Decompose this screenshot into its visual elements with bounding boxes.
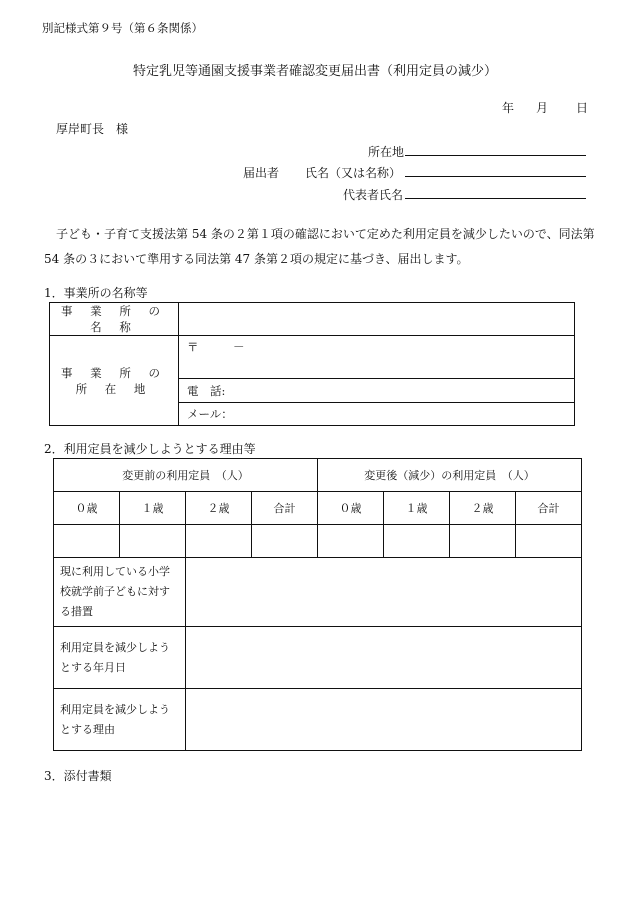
age-col-header: １歳 <box>384 492 450 525</box>
capacity-cell[interactable] <box>186 525 252 558</box>
body-paragraph: 子ども・子育て支援法第 54 条の２第１項の確認において定めた利用定員を減少したいので、同法第 54 条の３において準用する同法第 47 条第２項の規定に基づき、届出します。 <box>44 227 595 266</box>
facility-name-field[interactable] <box>179 303 575 336</box>
section3-heading: 3．添付書類 <box>44 769 112 783</box>
document-title: 特定乳児等通園支援事業者確認変更届出書（利用定員の減少） <box>132 64 497 79</box>
form-id: 別記様式第９号（第６条関係） <box>42 21 203 35</box>
section1-heading: 1．事業所の名称等 <box>44 286 148 300</box>
capacity-cell[interactable] <box>54 525 120 558</box>
email-label: メール： <box>187 407 233 421</box>
addressee: 厚岸町長 様 <box>56 122 129 136</box>
capacity-cell[interactable] <box>318 525 384 558</box>
address-field[interactable] <box>405 155 586 156</box>
capacity-cell[interactable] <box>516 525 582 558</box>
current-measures-field[interactable] <box>186 558 582 627</box>
age-col-header: １歳 <box>120 492 186 525</box>
reduction-date-label: 利用定員を減少しようとする年月日 <box>54 627 186 689</box>
age-col-header: ２歳 <box>186 492 252 525</box>
date-day-label: 日 <box>576 101 589 115</box>
capacity-before-header: 変更前の利用定員 （人） <box>54 459 318 492</box>
postal-label: 〒 － <box>187 340 245 354</box>
name-field[interactable] <box>405 176 586 177</box>
capacity-after-header: 変更後（減少）の利用定員 （人） <box>318 459 582 492</box>
age-col-header: ０歳 <box>318 492 384 525</box>
reduction-reason-label: 利用定員を減少しようとする理由 <box>54 689 186 751</box>
representative-field[interactable] <box>405 198 586 199</box>
facility-table <box>49 302 575 426</box>
total-col-header: 合計 <box>516 492 582 525</box>
total-col-header: 合計 <box>252 492 318 525</box>
capacity-cell[interactable] <box>120 525 186 558</box>
current-measures-label: 現に利用している小学校就学前子どもに対する措置 <box>54 558 186 627</box>
representative-label: 代表者氏名 <box>343 188 404 202</box>
date-month-label: 月 <box>536 101 549 115</box>
email-field[interactable] <box>179 403 575 426</box>
facility-name-label: 事 業 所 の 名 称 <box>50 303 179 336</box>
date-year-label: 年 <box>502 101 515 115</box>
submitter-label: 届出者 <box>243 166 280 180</box>
capacity-cell[interactable] <box>450 525 516 558</box>
reduction-date-field[interactable] <box>186 627 582 689</box>
postal-field[interactable] <box>179 336 575 379</box>
phone-label: 電 話: <box>187 383 226 398</box>
section2-heading: 2．利用定員を減少しようとする理由等 <box>44 442 256 456</box>
age-col-header: ２歳 <box>450 492 516 525</box>
capacity-cell[interactable] <box>384 525 450 558</box>
capacity-table <box>53 458 582 751</box>
capacity-cell[interactable] <box>252 525 318 558</box>
facility-location-label: 事 業 所 の 所 在 地 <box>50 336 179 426</box>
name-label: 氏名（又は名称） <box>305 166 402 180</box>
address-label: 所在地 <box>368 145 405 159</box>
phone-field[interactable] <box>179 379 575 403</box>
reduction-reason-field[interactable] <box>186 689 582 751</box>
age-col-header: ０歳 <box>54 492 120 525</box>
